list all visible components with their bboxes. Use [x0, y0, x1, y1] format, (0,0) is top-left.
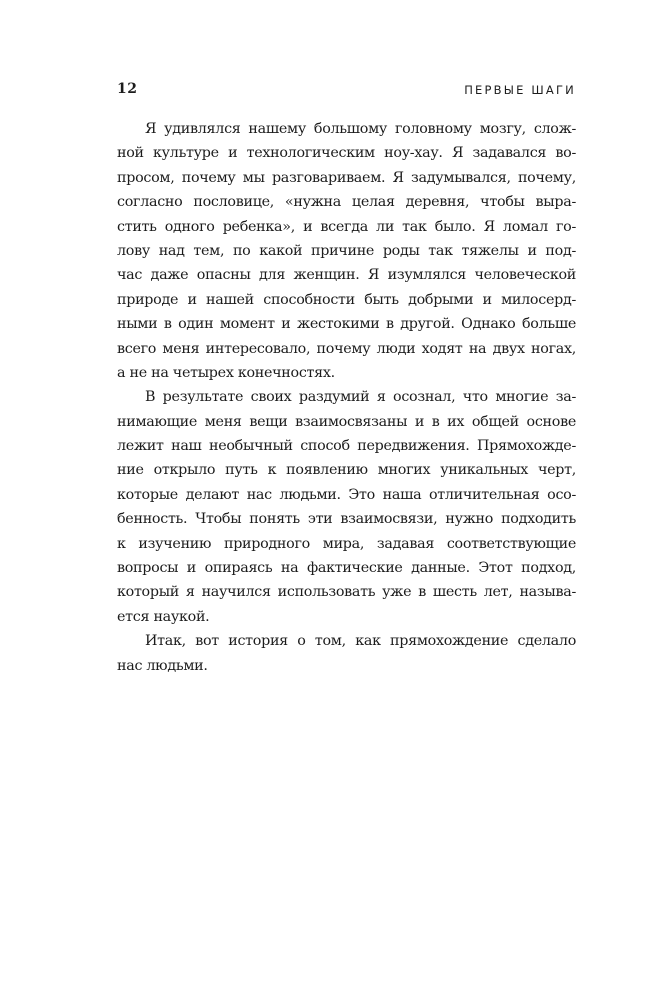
text-line: бенность. Чтобы понять эти взаимосвязи, нужно подходить: [117, 511, 576, 528]
text-line: Итак, вот история о том, как прямохождение сделало: [145, 633, 576, 650]
text-line: лову над тем, по какой причине роды так тяжелы и под-: [117, 242, 576, 259]
text-line: стить одного ребенка», и всегда ли так было. Я ломал го-: [117, 218, 576, 235]
text-line: Я удивлялся нашему большому головному мозгу, слож-: [145, 121, 576, 137]
text-line: вопросы и опираясь на фактические данные. Этот подход,: [117, 560, 576, 577]
text-line: ется наукой.: [117, 608, 210, 625]
chapter-title: ПЕРВЫЕ ШАГИ: [464, 83, 576, 97]
text-line: просом, почему мы разговариваем. Я задумывался, почему,: [117, 169, 576, 186]
running-header: [117, 79, 576, 101]
paragraph-2: [117, 385, 576, 629]
text-line: нас людьми.: [117, 657, 208, 674]
text-line: В результате своих раздумий я осознал, что многие за-: [145, 389, 576, 406]
text-line: согласно пословице, «нужна целая деревня, чтобы выра-: [117, 194, 576, 211]
body-text: [117, 117, 576, 678]
text-line: лежит наш необычный способ передвижения. Прямохожде-: [117, 438, 576, 455]
text-line: час даже опасны для женщин. Я изумлялся человеческой: [117, 267, 576, 284]
text-line: нимающие меня вещи взаимосвязаны и в их общей основе: [117, 413, 576, 430]
text-line: которые делают нас людьми. Это наша отличительная осо-: [117, 486, 576, 503]
paragraph-1: [117, 117, 576, 385]
text-line: ной культуре и технологическим ноу-хау. Я задавался во-: [117, 145, 576, 162]
page-number: 12: [117, 81, 138, 97]
text-line: ние открыло путь к появлению многих уникальных черт,: [117, 462, 576, 479]
text-line: всего меня интересовало, почему люди ходят на двух ногах,: [117, 340, 576, 357]
text-line: ными в один момент и жестокими в другой. Однако больше: [117, 316, 576, 333]
paragraph-3: [117, 629, 576, 678]
text-line: природе и нашей способности быть добрыми и милосерд-: [117, 291, 576, 308]
text-line: который я научился использовать уже в шесть лет, называ-: [117, 584, 576, 601]
text-line: а не на четырех конечностях.: [117, 364, 335, 381]
text-line: к изучению природного мира, задавая соответствующие: [117, 535, 576, 552]
